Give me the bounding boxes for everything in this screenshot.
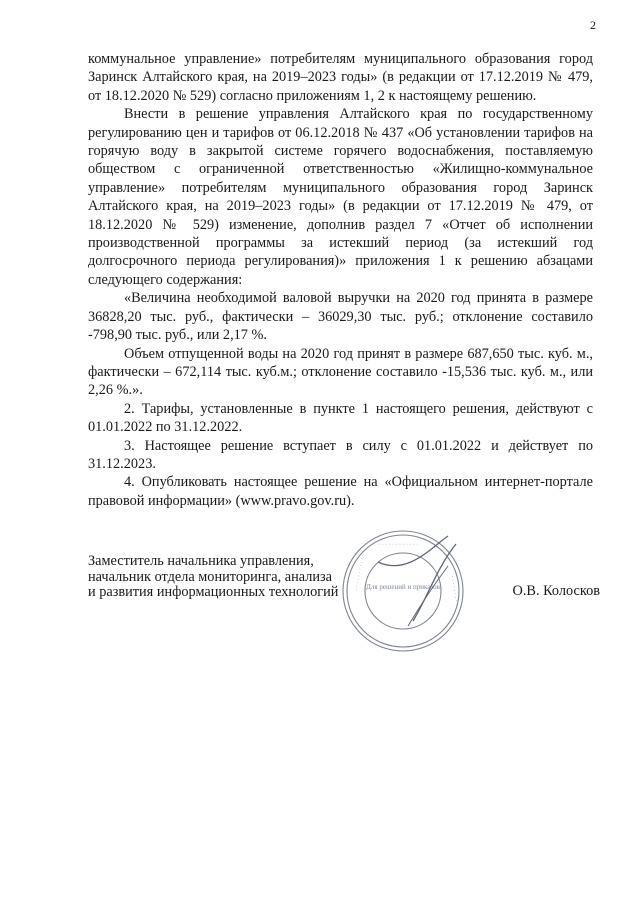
signer-position-line-2: начальник отдела мониторинга, анализа: [88, 568, 333, 585]
paragraph-amendment: Внести в решение управления Алтайского края по государственному регулированию цен и тарифов от 06.12.2018 № 437 «Об установлении тарифов на горячую воду в закрытой системе горячего водоснабжения, поставляемую обществом с ограниченной ответственностью «Жилищно-коммунальное управление» потребителям муниципального образования город Заринск Алтайского края, на 2019–2023 годы» (в редакции от 17.12.2019 № 479, от 18.12.2020 № 529) изменение, дополнив раздел 7 «Отчет об исполнении производственной программы за истекший период (за истекший год долгосрочного периода регулирования)» приложения 1 к решению абзацами следующего содержания:: [88, 106, 593, 288]
seal-inner-text: Для решений и приказов: [366, 583, 440, 591]
page-number: 2: [590, 18, 596, 32]
paragraph-revenue: «Величина необходимой валовой выручки на 2020 год принята в размере 36828,20 тыс. руб., фактически – 36029,30 тыс. руб.; отклонение составило -798,90 тыс. руб., или 2,17 %.: [88, 290, 593, 344]
official-seal-stamp: [338, 526, 468, 656]
paragraph-tariff-period: 2. Тарифы, установленные в пункте 1 настоящего решения, действуют с 01.01.2022 по 31.12.2022.: [88, 400, 593, 436]
signer-position-line-3: и развития информационных технологий: [88, 584, 339, 600]
signer-position-line-1: Заместитель начальника управления,: [88, 553, 314, 569]
document-body: [88, 50, 593, 510]
paragraph-effective-date: 3. Настоящее решение вступает в силу с 01.01.2022 и действует по 31.12.2023.: [88, 437, 593, 472]
paragraph-water-volume: Объем отпущенной воды на 2020 год принят в размере 687,650 тыс. куб. м., фактически – 672,114 тыс. куб.м.; отклонение составило -15,536 тыс. куб. м., или 2,26 %.».: [88, 345, 593, 399]
svg-text:· · · · · · · · · · · ·: · · · · · · · · · · · ·: [378, 542, 419, 548]
signer-name: О.В. Колосков: [512, 583, 600, 599]
paragraph-publication: 4. Опубликовать настоящее решение на «Официальном интернет-портале правовой информации» (www.pravo.gov.ru).: [88, 474, 593, 509]
svg-text:· · · · · · · · · · · ·: · · · · · · · · · · · ·: [354, 550, 367, 592]
svg-text:· · · · · · · · ·: · · · · · · · · ·: [448, 575, 460, 606]
signature-block: [88, 542, 600, 674]
paragraph-continuation: коммунальное управление» потребителям муниципального образования город Заринск Алтайского края, на 2019–2023 годы» (в редакции от 17.12.2019 № 479, от 18.12.2020 № 529) согласно приложениям 1, 2 к настоящему решению.: [88, 51, 593, 104]
